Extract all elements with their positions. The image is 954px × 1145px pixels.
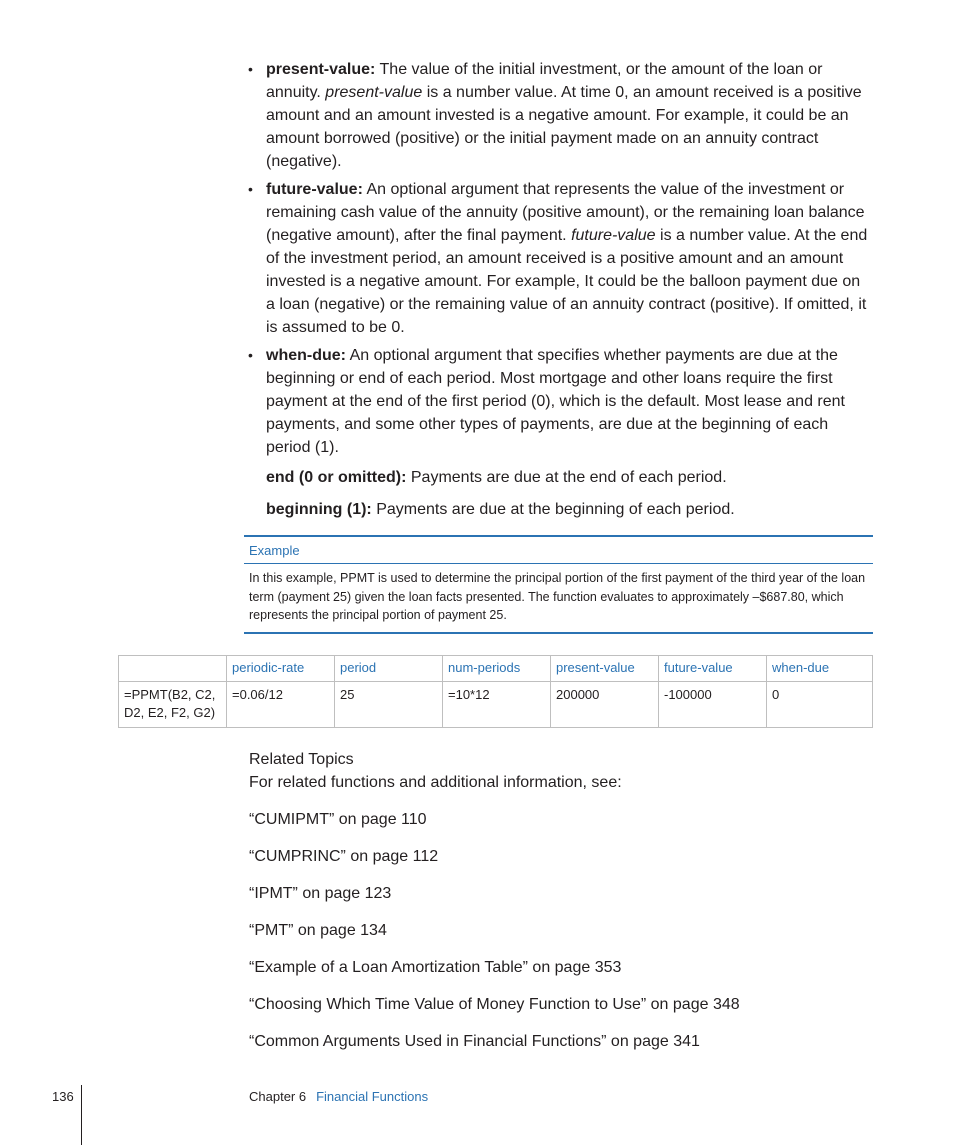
argument-term: when-due: (266, 347, 346, 364)
table-row (119, 682, 873, 728)
option-term: beginning (1): (266, 501, 372, 518)
argument-term: present-value: (266, 61, 376, 78)
table-header (119, 656, 227, 682)
table-header: num-periods (443, 656, 551, 682)
when-due-option-beginning (266, 498, 868, 521)
example-table (118, 655, 873, 728)
table-cell: =PPMT(B2, C2, D2, E2, F2, G2) (119, 682, 227, 728)
table-cell: -100000 (659, 682, 767, 728)
table-header: present-value (551, 656, 659, 682)
related-link[interactable]: “Example of a Loan Amortization Table” on page 353 (249, 959, 622, 976)
example-text: In this example, PPMT is used to determine the principal portion of the first payment of the third year of the loan term (payment 25) given the loan facts presented. The function evaluates to approximately –$687.80, which represents the principal portion of payment 25. (249, 571, 866, 622)
example-heading: Example (244, 537, 873, 564)
argument-when-due (248, 344, 868, 459)
table-header: periodic-rate (227, 656, 335, 682)
option-term: end (0 or omitted): (266, 469, 407, 486)
argument-text: An optional argument that represents the value of the investment or remaining cash value of the annuity (positive amount), or the remaining loan balance (negative amount), after the final payment. (266, 181, 865, 244)
table-cell: =0.06/12 (227, 682, 335, 728)
related-link[interactable]: “PMT” on page 134 (249, 922, 387, 939)
argument-text: is a number value. At the end of the investment period, an amount received is a positive amount and an amount invested is a negative amount. For example, It could be the balloon payment due on a loan (negative) or the remaining value of an annuity contract (positive). If omitted, it is assumed to be 0. (266, 227, 868, 336)
argument-text: The value of the initial investment, or the amount of the loan or annuity. (266, 61, 823, 101)
related-intro: For related functions and additional information, see: (249, 774, 622, 791)
argument-text: is a number value. At time 0, an amount received is a positive amount and an amount invested is a negative amount. For example, it could be an amount borrowed (positive) or the initial payment made on an annuity contract (negative). (266, 84, 862, 170)
argument-text: An optional argument that specifies whether payments are due at the beginning or end of each period. Most mortgage and other loans require the first payment at the end of the first period (0), which is the default. Most lease and rent payments, and some other types of payments, are due at the beginning of each period (1). (266, 347, 845, 456)
option-text: Payments are due at the beginning of each period. (371, 501, 735, 518)
when-due-option-end (266, 466, 868, 489)
option-text: Payments are due at the end of each period. (406, 469, 727, 486)
argument-list (248, 58, 868, 530)
chapter-label: Chapter 6 (249, 1089, 307, 1104)
related-link[interactable]: “CUMIPMT” on page 110 (249, 811, 427, 828)
example-box (244, 535, 873, 634)
bullet-dot: • (248, 61, 253, 77)
argument-present-value (248, 58, 868, 173)
argument-italic: future-value (571, 227, 656, 244)
related-link[interactable]: “CUMPRINC” on page 112 (249, 848, 439, 865)
table-cell: 200000 (551, 682, 659, 728)
table-cell: =10*12 (443, 682, 551, 728)
argument-term: future-value: (266, 181, 363, 198)
footer-chapter (249, 1089, 428, 1104)
chapter-title[interactable]: Financial Functions (316, 1089, 429, 1104)
related-link[interactable]: “Common Arguments Used in Financial Functions” on page 341 (249, 1033, 700, 1050)
bullet-dot: • (248, 181, 253, 197)
table-cell: 25 (335, 682, 443, 728)
table-header-row (119, 656, 873, 682)
argument-italic: present-value (325, 84, 423, 101)
related-link[interactable]: “IPMT” on page 123 (249, 885, 392, 902)
related-topics (249, 748, 740, 1067)
related-link[interactable]: “Choosing Which Time Value of Money Function to Use” on page 348 (249, 996, 740, 1013)
related-title: Related Topics (249, 751, 354, 768)
table-header: period (335, 656, 443, 682)
argument-future-value (248, 178, 868, 339)
table-header: when-due (767, 656, 873, 682)
bullet-dot: • (248, 347, 253, 363)
page-number: 136 (52, 1089, 74, 1104)
table-header: future-value (659, 656, 767, 682)
table-cell: 0 (767, 682, 873, 728)
footer-divider (81, 1085, 82, 1145)
